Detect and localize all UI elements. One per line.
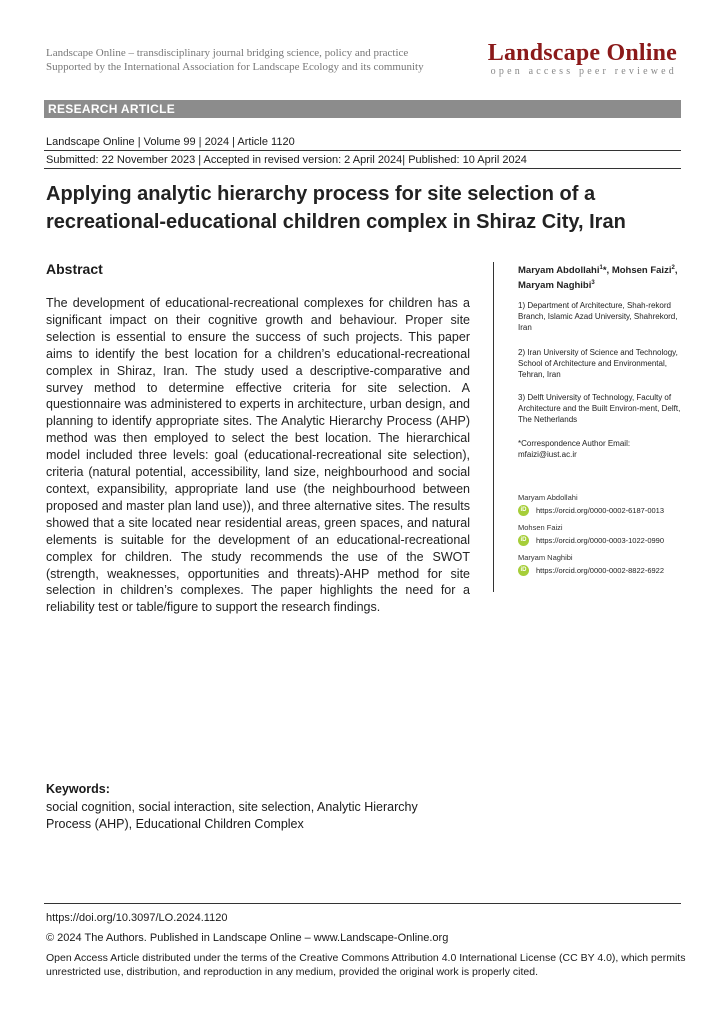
- footer-divider: [44, 903, 681, 904]
- keywords-text: social cognition, social interaction, site selection, Analytic Hierarchy Process (AHP), Educational Children Complex: [46, 800, 418, 831]
- orcid-icon: iD: [518, 535, 529, 546]
- sidebar-divider: [493, 262, 494, 592]
- keywords-heading: Keywords:: [46, 782, 110, 796]
- logo-subtitle: open access peer reviewed: [490, 66, 677, 77]
- journal-logo: [488, 40, 677, 78]
- author-affil-sup: 3: [591, 280, 595, 287]
- orcid-link[interactable]: https://orcid.org/0000-0002-6187-0013: [536, 506, 665, 515]
- submission-dates: Submitted: 22 November 2023 | Accepted in revised version: 2 April 2024| Published: 10 April 2024: [46, 154, 527, 166]
- orcid-author-name: Mohsen Faizi: [518, 523, 563, 532]
- orcid-icon: iD: [518, 565, 529, 576]
- affiliation: 3) Delft University of Technology, Faculty of Architecture and the Built Environ-ment, Delft, The Netherlands: [518, 393, 681, 424]
- orcid-entry: [518, 492, 683, 516]
- orcid-icon: iD: [518, 505, 529, 516]
- author-list: Maryam Abdollahi$^1$*, Mohsen Faizi$^2$, Maryam Naghibi$^3$: [518, 265, 678, 292]
- orcid-entry: [518, 522, 683, 546]
- correspondence: [518, 438, 683, 460]
- doi-link[interactable]: https://doi.org/10.3097/LO.2024.1120: [46, 912, 228, 924]
- orcid-author-name: Maryam Abdollahi: [518, 493, 578, 502]
- corresponding-mark: *: [602, 265, 607, 277]
- divider: [44, 168, 681, 169]
- copyright-line: © 2024 The Authors. Published in Landscape Online – www.Landscape-Online.org: [46, 932, 449, 944]
- author-name: Maryam Naghibi: [518, 280, 592, 292]
- author-name: Maryam Abdollahi: [518, 265, 600, 277]
- orcid-author-name: Maryam Naghibi: [518, 553, 573, 562]
- orcid-link[interactable]: https://orcid.org/0000-0002-8822-6922: [536, 566, 665, 575]
- abstract-heading: Abstract: [46, 261, 103, 277]
- abstract-text: The development of educational-recreational complexes for children has a significant impact on their cognitive growth and behaviour. Proper site selection is essential to ensure the success of such projects. This paper aims to identify the best location for a children’s educational-recreational complex in Shiraz, Iran. The study used a descriptive-comparative and survey method to determine effective criteria for site selection. A questionnaire was administered to experts in architecture, urban design, and planning to identify appropriate sites. The Analytic Hierarchy Process (AHP) method was then employed to select the best location. The hierarchical model included three levels: goal (educational-recreational site selection), criteria (natural potential, accessibility, land size, neighbourhood and social context, expansibility, appropriate land use (the neighbourhood between proposed and master plan land use)), and three alternative sites. The results showed that a site located near residential areas, green spaces, and natural elements is suitable for the development of an educational-recreational complex for children. The study recommends the use of the SWOT (strength, weaknesses, opportunities and threats)-AHP method for site selection in children’s complexes. The paper highlights the need for a reliability test or table/figure to support the research findings.: [46, 296, 470, 615]
- orcid-entry: [518, 552, 683, 576]
- correspondence-email[interactable]: mfaizi@iust.ac.ir: [518, 450, 577, 459]
- article-type-label: RESEARCH ARTICLE: [48, 102, 176, 116]
- license-text: Open Access Article distributed under the terms of the Creative Commons Attribution 4.0 International License (CC BY 4.0), which permits unrestricted use, distribution, and reproduction in any medium, provided the original work is properly cited.: [46, 952, 686, 978]
- volume-info: Landscape Online | Volume 99 | 2024 | Article 1120: [46, 136, 295, 148]
- author-affil-sup: 1: [599, 265, 603, 271]
- author-affil-sup: 2: [671, 265, 675, 271]
- article-title: Applying analytic hierarchy process for site selection of a recreational-educational children complex in Shiraz City, Iran: [46, 183, 626, 233]
- article-type-banner: [44, 100, 681, 118]
- correspondence-label: *Correspondence Author Email:: [518, 439, 631, 448]
- journal-header: [46, 46, 424, 74]
- logo-title: Landscape Online: [487, 40, 677, 66]
- journal-tagline: Landscape Online – transdisciplinary journal bridging science, policy and practice: [46, 47, 409, 59]
- divider: [44, 150, 681, 151]
- affiliation: 2) Iran University of Science and Technology, School of Architecture and Environmental, Tehran, Iran: [518, 348, 678, 379]
- author-name: Mohsen Faizi: [611, 265, 672, 277]
- affiliation: 1) Department of Architecture, Shah-rekord Branch, Islamic Azad University, Shahrekord, Iran: [518, 301, 678, 332]
- orcid-link[interactable]: https://orcid.org/0000-0003-1022-0990: [536, 536, 665, 545]
- journal-support-line: Supported by the International Association for Landscape Ecology and its community: [46, 61, 424, 73]
